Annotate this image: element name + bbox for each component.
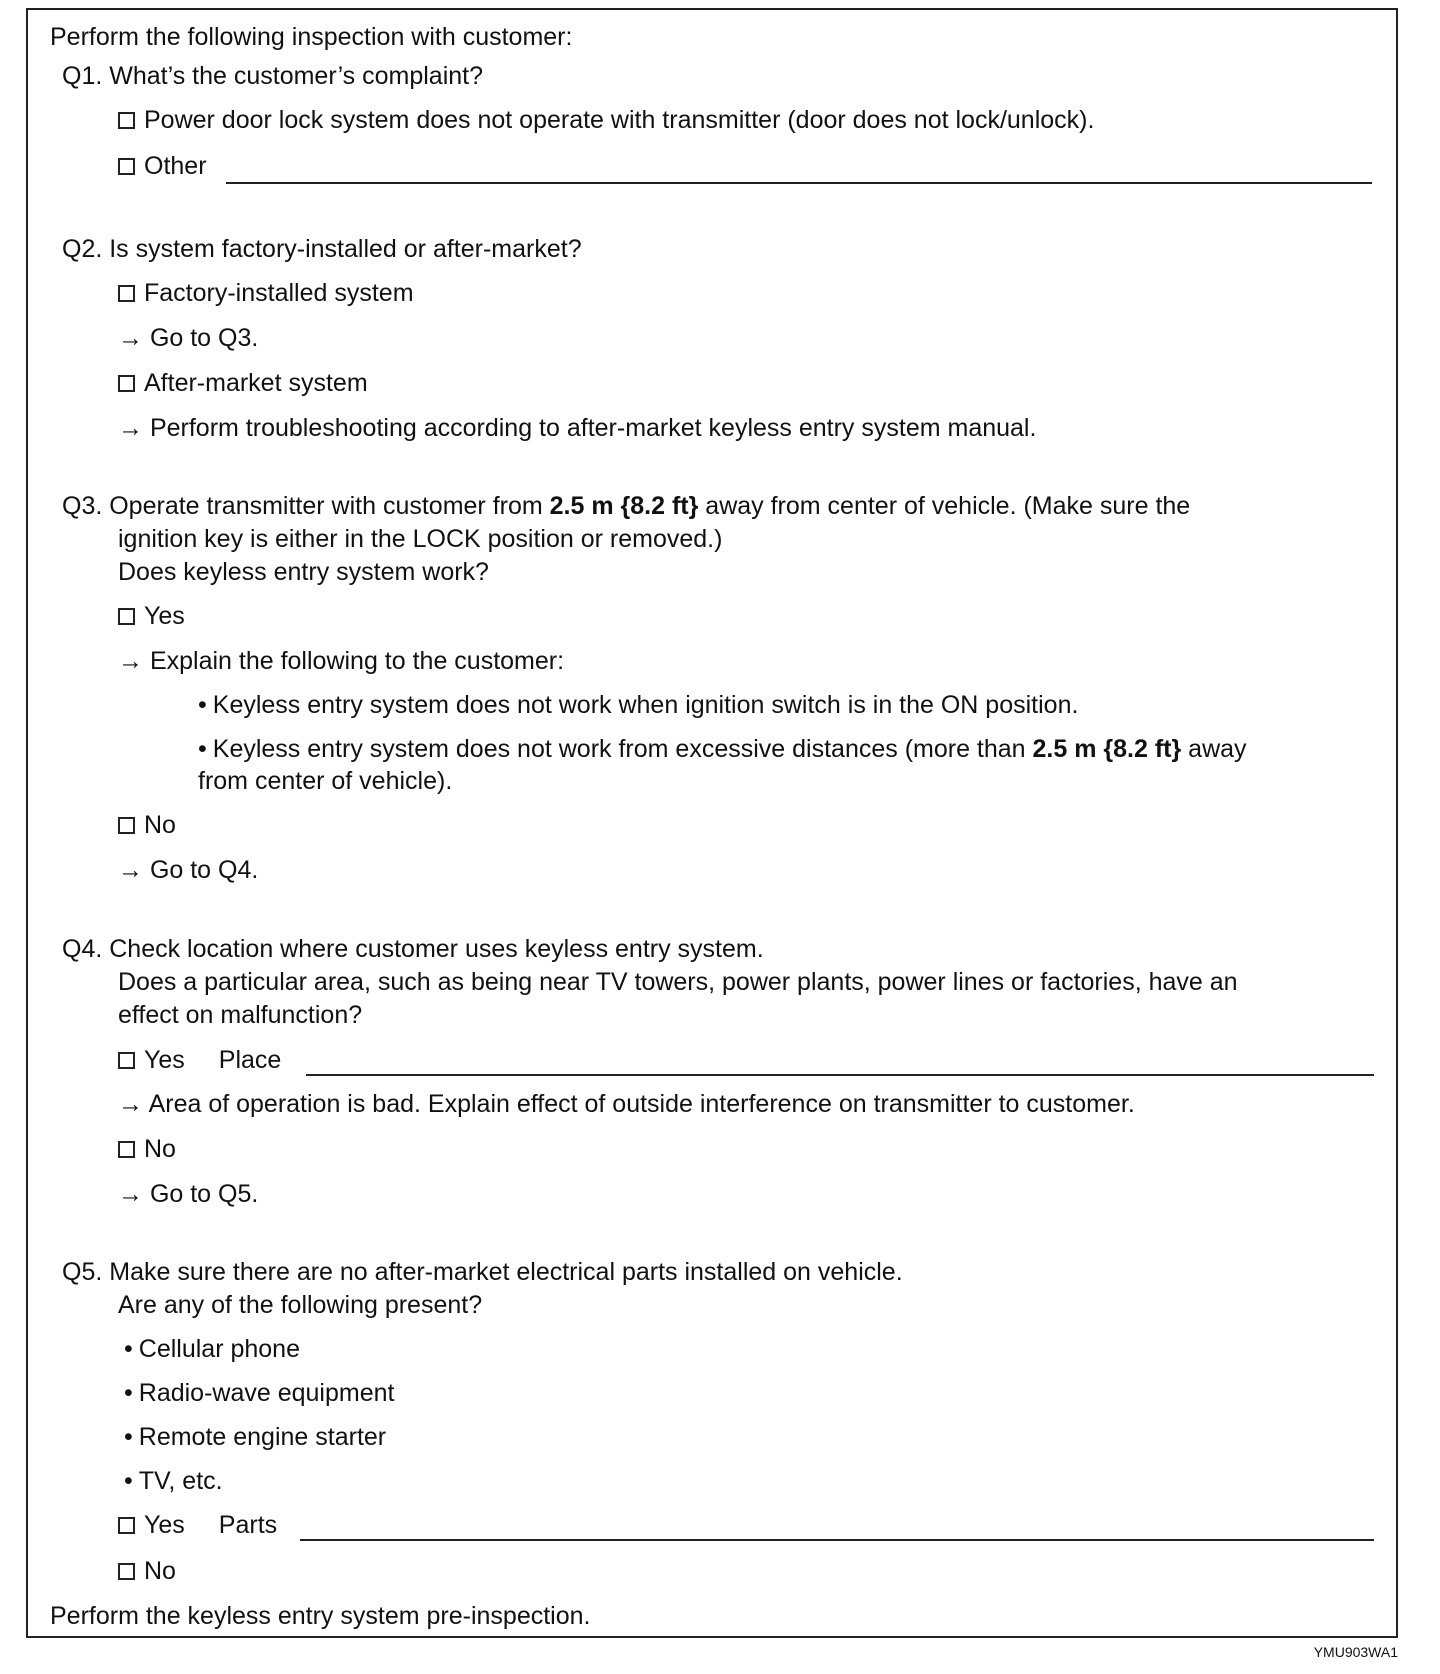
q2-option-aftermarket: After-market system xyxy=(118,367,368,399)
q4-option-yes: Yes Place xyxy=(118,1044,281,1076)
checkbox[interactable] xyxy=(118,817,135,834)
q3-arrow-no: → Go to Q4. xyxy=(118,856,259,884)
checkbox[interactable] xyxy=(118,1052,135,1069)
q5-item: • TV, etc. xyxy=(124,1465,223,1497)
q3-line-1: Q3. Operate transmitter with customer from 2.5 m {8.2 ft} away from center of vehicle. (Make sure the xyxy=(62,492,1191,520)
q2-option-factory: Factory-installed system xyxy=(118,277,414,309)
q2-question: Q2. Is system factory-installed or after-market? xyxy=(62,235,582,263)
checkbox[interactable] xyxy=(118,1141,135,1158)
q3-bullet-1: • Keyless entry system does not work when ignition switch is in the ON position. xyxy=(198,689,1078,721)
q4-line-3: effect on malfunction? xyxy=(118,1001,363,1029)
q5-item: • Radio-wave equipment xyxy=(124,1377,394,1409)
intro-text: Perform the following inspection with customer: xyxy=(50,23,573,51)
q5-item: • Remote engine starter xyxy=(124,1421,386,1453)
q5-line-2: Are any of the following present? xyxy=(118,1291,483,1319)
q2-arrow-2: → Perform troubleshooting according to after-market keyless entry system manual. xyxy=(118,414,1037,442)
q5-option-no: No xyxy=(118,1555,176,1587)
q4-option-no: No xyxy=(118,1133,176,1165)
q5-option-yes: Yes Parts xyxy=(118,1509,277,1541)
q3-bullet-2: • Keyless entry system does not work from excessive distances (more than 2.5 m {8.2 ft} away xyxy=(198,733,1247,765)
q1-option-1: Power door lock system does not operate with transmitter (door does not lock/unlock). xyxy=(118,104,1094,136)
closing-text: Perform the keyless entry system pre-inspection. xyxy=(50,1602,591,1630)
q1-question: Q1. What’s the customer’s complaint? xyxy=(62,62,484,90)
checkbox[interactable] xyxy=(118,158,135,175)
q4-arrow-no: → Go to Q5. xyxy=(118,1180,259,1208)
parts-blank-line[interactable] xyxy=(300,1539,1374,1541)
q5-line-1: Q5. Make sure there are no after-market electrical parts installed on vehicle. xyxy=(62,1258,903,1286)
checkbox[interactable] xyxy=(118,1563,135,1580)
q3-line-2: ignition key is either in the LOCK position or removed.) xyxy=(118,525,723,553)
q3-option-no: No xyxy=(118,809,176,841)
q3-line-3: Does keyless entry system work? xyxy=(118,558,489,586)
place-label: Place xyxy=(218,1046,282,1074)
q2-arrow-1: → Go to Q3. xyxy=(118,324,259,352)
q4-line-1: Q4. Check location where customer uses keyless entry system. xyxy=(62,935,764,963)
q3-bullet-2-continuation: from center of vehicle). xyxy=(198,767,453,795)
q3-arrow-yes: → Explain the following to the customer: xyxy=(118,647,565,675)
other-blank-line[interactable] xyxy=(226,182,1372,184)
checkbox[interactable] xyxy=(118,375,135,392)
checkbox[interactable] xyxy=(118,608,135,625)
place-blank-line[interactable] xyxy=(306,1074,1374,1076)
q4-line-2: Does a particular area, such as being near TV towers, power plants, power lines or factories, have an xyxy=(118,968,1238,996)
q1-option-other: Other xyxy=(118,150,207,182)
q3-option-yes: Yes xyxy=(118,600,185,632)
checkbox[interactable] xyxy=(118,285,135,302)
checkbox[interactable] xyxy=(118,112,135,129)
parts-label: Parts xyxy=(218,1511,278,1539)
q4-arrow-yes: → Area of operation is bad. Explain effect of outside interference on transmitter to customer. xyxy=(118,1090,1135,1118)
q5-item: • Cellular phone xyxy=(124,1333,300,1365)
checkbox[interactable] xyxy=(118,1517,135,1534)
figure-code: YMU903WA1 xyxy=(1313,1644,1398,1660)
